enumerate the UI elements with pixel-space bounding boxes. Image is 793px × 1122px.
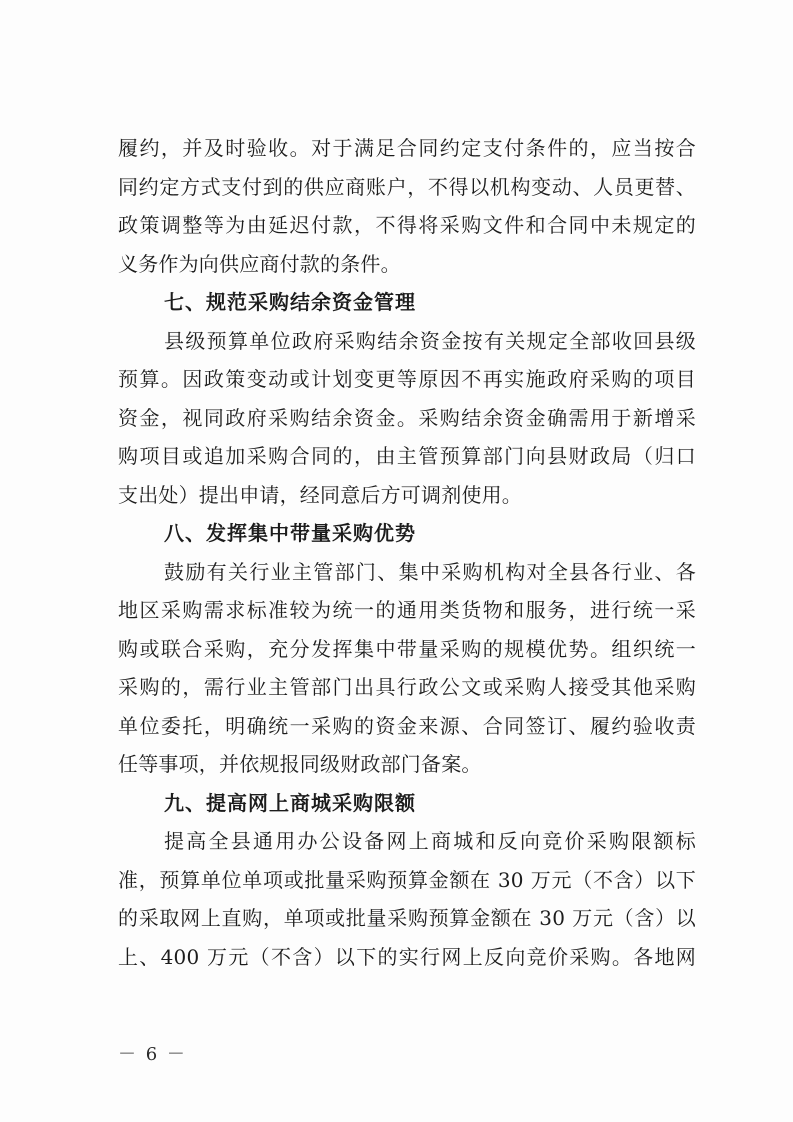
body-line: 履约，并及时验收。对于满足合同约定支付条件的，应当按合: [118, 136, 696, 160]
body-line: 资金，视同政府采购结余资金。采购结余资金确需用于新增采: [118, 405, 696, 430]
section-heading: 七、规范采购结余资金管理: [164, 290, 416, 314]
section-heading: 九、提高网上商城采购限额: [164, 790, 416, 815]
body-line: 预算。因政策变动或计划变更等原因不再实施政府采购的项目: [118, 367, 696, 391]
body-line: 义务作为向供应商付款的条件。: [118, 251, 401, 276]
body-line: 县级预算单位政府采购结余资金按有关规定全部收回县级: [164, 328, 696, 353]
body-line: 购或联合采购，充分发挥集中带量采购的规模优势。组织统一: [118, 636, 696, 661]
body-line: 上、400 万元（不含）以下的实行网上反向竞价采购。各地网: [118, 944, 696, 969]
body-line: 购项目或追加采购合同的，由主管预算部门向县财政局（归口: [118, 444, 696, 468]
body-line: 准，预算单位单项或批量采购预算金额在 30 万元（不含）以下: [118, 867, 696, 892]
body-line: 鼓励有关行业主管部门、集中采购机构对全县各行业、各: [164, 559, 696, 584]
body-line: 单位委托，明确统一采购的资金来源、合同签订、履约验收责: [118, 713, 696, 738]
body-line: 同约定方式支付到的供应商账户，不得以机构变动、人员更替、: [118, 174, 696, 199]
body-line: 的采取网上直购，单项或批量采购预算金额在 30 万元（含）以: [118, 906, 696, 930]
body-line: 提高全县通用办公设备网上商城和反向竞价采购限额标: [164, 829, 696, 853]
body-line: 地区采购需求标准较为统一的通用类货物和服务，进行统一采: [118, 598, 696, 622]
section-heading: 八、发挥集中带量采购优势: [164, 521, 416, 545]
body-line: 任等事项，并依规报同级财政部门备案。: [118, 752, 482, 776]
document-body: [118, 129, 696, 976]
page-number: － 6 －: [118, 1044, 187, 1065]
body-line: 采购的，需行业主管部门出具行政公文或采购人接受其他采购: [118, 675, 696, 699]
body-line: 支出处）提出申请，经同意后方可调剂使用。: [118, 482, 522, 507]
body-line: 政策调整等为由延迟付款，不得将采购文件和合同中未规定的: [118, 213, 696, 237]
